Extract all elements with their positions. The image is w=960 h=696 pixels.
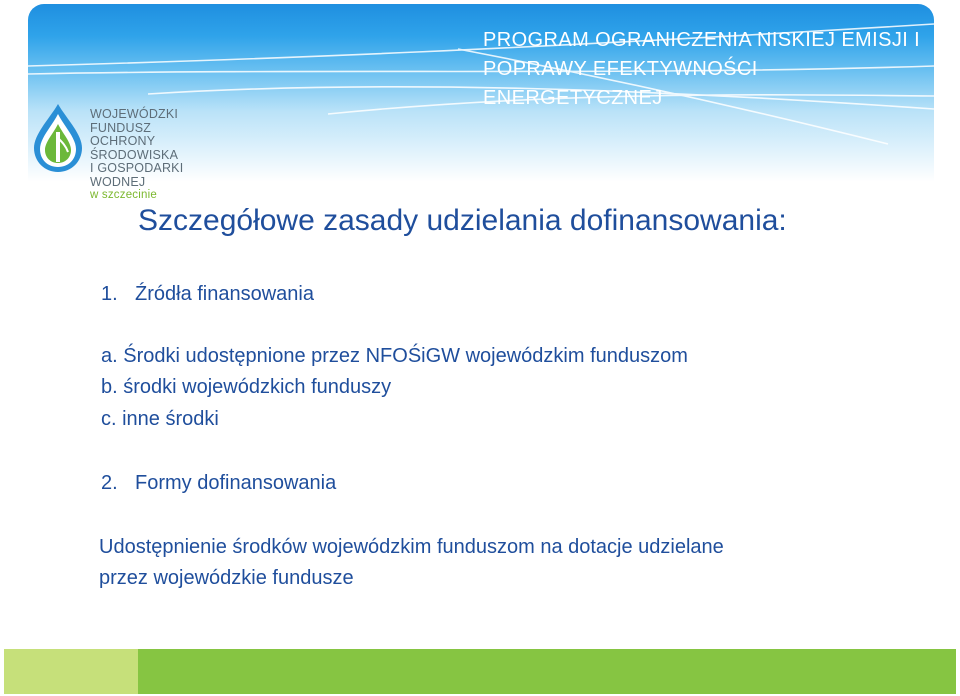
- footer-bar: [138, 649, 956, 694]
- page-title: Szczegółowe zasady udzielania dofinansowania:: [138, 204, 787, 237]
- logo-line-2: OCHRONY ŚRODOWISKA: [90, 134, 179, 162]
- list-item: a. Środki udostępnione przez NFOŚiGW wojewódzkim funduszom: [101, 345, 688, 367]
- section-2-body-line-1: Udostępnienie środków wojewódzkim funduszom na dotacje udzielane: [99, 536, 724, 558]
- logo-text: [90, 108, 240, 203]
- section-2-heading: Formy dofinansowania: [135, 472, 337, 494]
- logo-line-3: I GOSPODARKI WODNEJ: [90, 161, 184, 189]
- logo-line-1: WOJEWÓDZKI FUNDUSZ: [90, 107, 179, 135]
- section-2-number: 2.: [101, 472, 118, 494]
- program-title-line-2: POPRAWY EFEKTYWNOŚCI ENERGETYCZNEJ: [483, 58, 758, 109]
- section-1-number: 1.: [101, 283, 118, 305]
- logo-city: w szczecinie: [90, 189, 157, 201]
- section-2-body-line-2: przez wojewódzkie fundusze: [99, 567, 354, 589]
- program-title: [483, 26, 934, 113]
- section-1-heading: Źródła finansowania: [135, 283, 314, 305]
- water-drop-icon: [30, 102, 86, 174]
- list-item: b. środki wojewódzkich funduszy: [101, 376, 392, 398]
- list-item: c. inne środki: [101, 408, 219, 430]
- footer-bar-light: [4, 649, 138, 694]
- fund-logo: [30, 102, 240, 201]
- program-title-line-1: PROGRAM OGRANICZENIA NISKIEJ EMISJI I: [483, 29, 921, 51]
